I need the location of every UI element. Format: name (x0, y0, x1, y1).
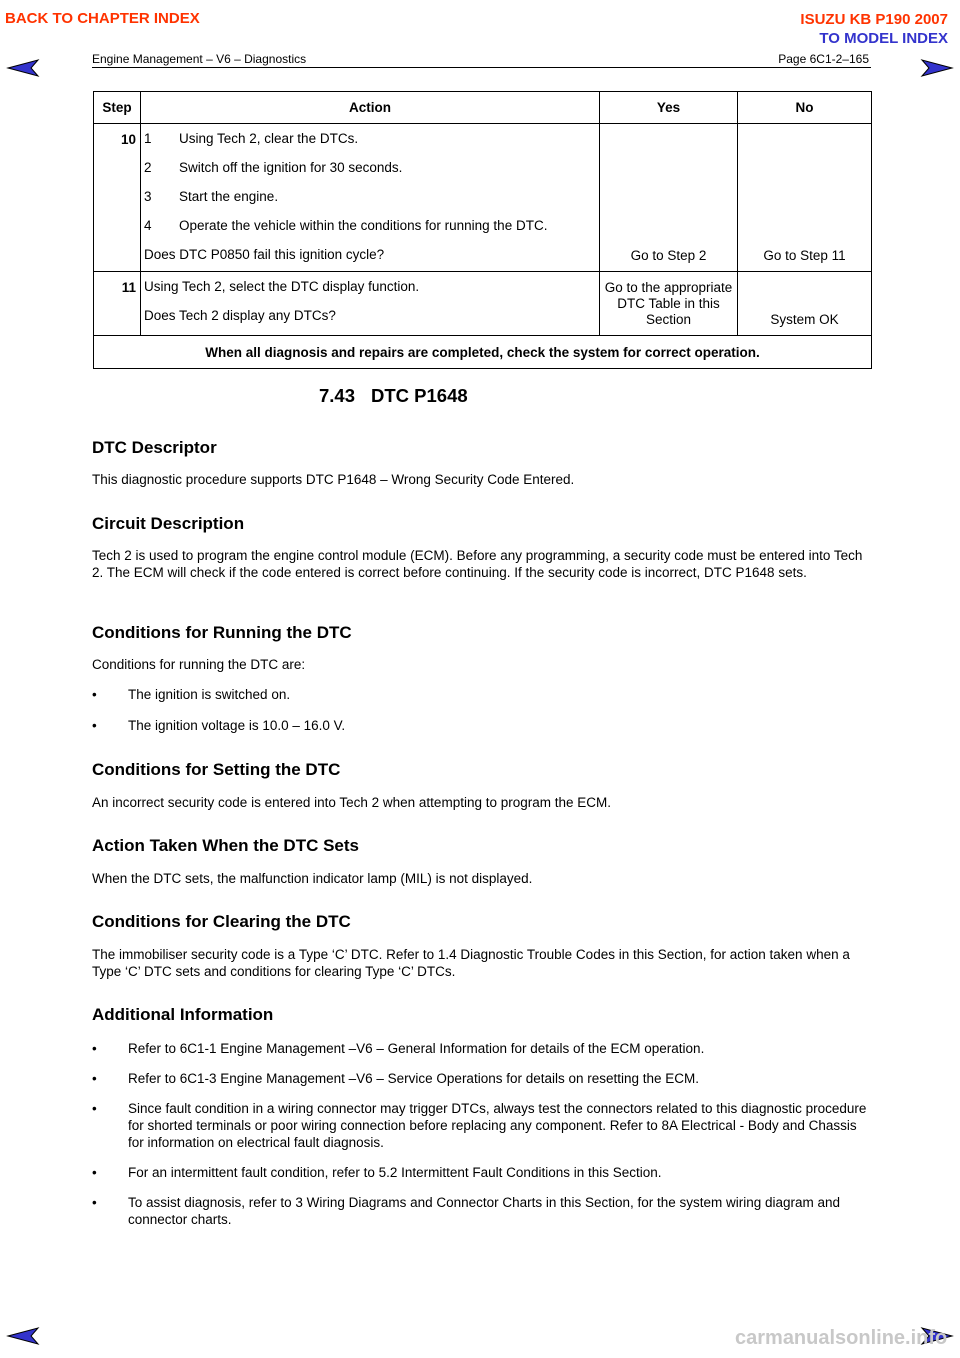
heading-circuit-description: Circuit Description (92, 514, 245, 533)
bullet-text: Since fault condition in a wiring connector may trigger DTCs, always test the connectors related to this diagnostic procedure for shorted terminals or poor wiring connection before replacing any component. Refer to 8A Electrical - Body and Chassis for information on electrical fault diagnosis. (128, 1101, 867, 1150)
heading-conditions-clearing: Conditions for Clearing the DTC (92, 912, 351, 931)
step-number: 11 (94, 272, 141, 336)
list-item (92, 686, 872, 703)
bullet-text: To assist diagnosis, refer to 3 Wiring Diagrams and Connector Charts in this Section, for the system wiring diagram and connector charts. (128, 1195, 841, 1227)
setting-text: An incorrect security code is entered into Tech 2 when attempting to program the ECM. (92, 795, 612, 810)
list-item (92, 1100, 872, 1151)
descriptor-text: This diagnostic procedure supports DTC P1648 – Wrong Security Code Entered. (92, 472, 575, 487)
action-line: Using Tech 2, select the DTC display function. (144, 279, 420, 294)
table-row (94, 336, 872, 369)
bullet-icon: • (92, 718, 97, 733)
no-result: System OK (738, 272, 872, 336)
heading-action-taken: Action Taken When the DTC Sets (92, 836, 359, 855)
prev-page-arrow-icon[interactable] (6, 58, 40, 78)
heading-additional-information: Additional Information (92, 1005, 274, 1024)
table-row (94, 272, 872, 336)
bullet-icon: • (92, 1165, 97, 1180)
header-rule (92, 67, 871, 68)
heading-conditions-running: Conditions for Running the DTC (92, 623, 352, 642)
col-yes-header: Yes (600, 92, 738, 124)
col-step-header: Step (94, 92, 141, 124)
list-item (92, 717, 872, 734)
back-to-chapter-index-link[interactable]: BACK TO CHAPTER INDEX (5, 10, 200, 27)
model-index-block (800, 10, 948, 48)
step-number: 10 (94, 124, 141, 272)
running-header-page: Page 6C1-2–165 (778, 52, 869, 66)
section-number: 7.43 (319, 385, 356, 406)
table-header-row (94, 92, 872, 124)
table-row (94, 124, 872, 272)
action-cell (141, 124, 600, 272)
watermark: carmanualsonline.info (735, 1327, 948, 1349)
bullet-icon: • (92, 1195, 97, 1210)
bullet-icon: • (92, 1041, 97, 1056)
heading-conditions-setting: Conditions for Setting the DTC (92, 760, 341, 779)
clearing-text: The immobiliser security code is a Type ‘C’ DTC. Refer to 1.4 Diagnostic Trouble Codes in this Section, for action taken when a Type ‘C’ DTC sets and conditions for clearing Type ‘C’ DTCs. (92, 947, 850, 979)
bullet-icon: • (92, 687, 97, 702)
list-item (92, 1040, 872, 1057)
action-question: Does DTC P0850 fail this ignition cycle? (144, 247, 385, 262)
heading-dtc-descriptor: DTC Descriptor (92, 438, 217, 457)
col-no-header: No (738, 92, 872, 124)
action-question: Does Tech 2 display any DTCs? (144, 308, 336, 323)
list-item (92, 1070, 872, 1087)
final-check-note: When all diagnosis and repairs are completed, check the system for correct operation. (94, 336, 872, 369)
running-header-title: Engine Management – V6 – Diagnostics (92, 52, 307, 66)
model-title: ISUZU KB P190 2007 (800, 11, 948, 28)
bullet-text: The ignition voltage is 10.0 – 16.0 V. (128, 718, 346, 733)
action-line: 1 Using Tech 2, clear the DTCs. (144, 131, 359, 146)
next-page-arrow-icon[interactable] (920, 58, 954, 78)
bullet-text: For an intermittent fault condition, refer to 5.2 Intermittent Fault Conditions in this Section. (128, 1165, 662, 1180)
action-line: 3 Start the engine. (144, 189, 279, 204)
prev-page-arrow-bottom-icon[interactable] (6, 1326, 40, 1346)
bullet-icon: • (92, 1071, 97, 1086)
circuit-text: Tech 2 is used to program the engine control module (ECM). Before any programming, a security code must be entered into Tech 2. The ECM will check if the code entered is correct before continuing. If the security code is incorrect, DTC P1648 sets. (92, 548, 863, 580)
action-cell (141, 272, 600, 336)
section-name: DTC P1648 (371, 385, 468, 406)
action-line: 4 Operate the vehicle within the conditions for running the DTC. (144, 218, 548, 233)
bullet-icon: • (92, 1101, 97, 1116)
list-item (92, 1164, 872, 1181)
action-line: 2 Switch off the ignition for 30 seconds. (144, 160, 403, 175)
yes-result: Go to the appropriate DTC Table in this Section (600, 272, 738, 336)
to-model-index-link[interactable]: TO MODEL INDEX (819, 30, 948, 47)
col-action-header: Action (141, 92, 600, 124)
section-title (319, 385, 468, 407)
bullet-text: Refer to 6C1-1 Engine Management –V6 – General Information for details of the ECM operation. (128, 1041, 705, 1056)
no-result: Go to Step 11 (738, 124, 872, 272)
diagnostic-steps-table (93, 91, 872, 369)
yes-result: Go to Step 2 (600, 124, 738, 272)
action-text: When the DTC sets, the malfunction indicator lamp (MIL) is not displayed. (92, 871, 533, 886)
bullet-text: The ignition is switched on. (128, 687, 291, 702)
running-intro: Conditions for running the DTC are: (92, 657, 306, 672)
list-item (92, 1194, 872, 1228)
bullet-text: Refer to 6C1-3 Engine Management –V6 – Service Operations for details on resetting the ECM. (128, 1071, 700, 1086)
